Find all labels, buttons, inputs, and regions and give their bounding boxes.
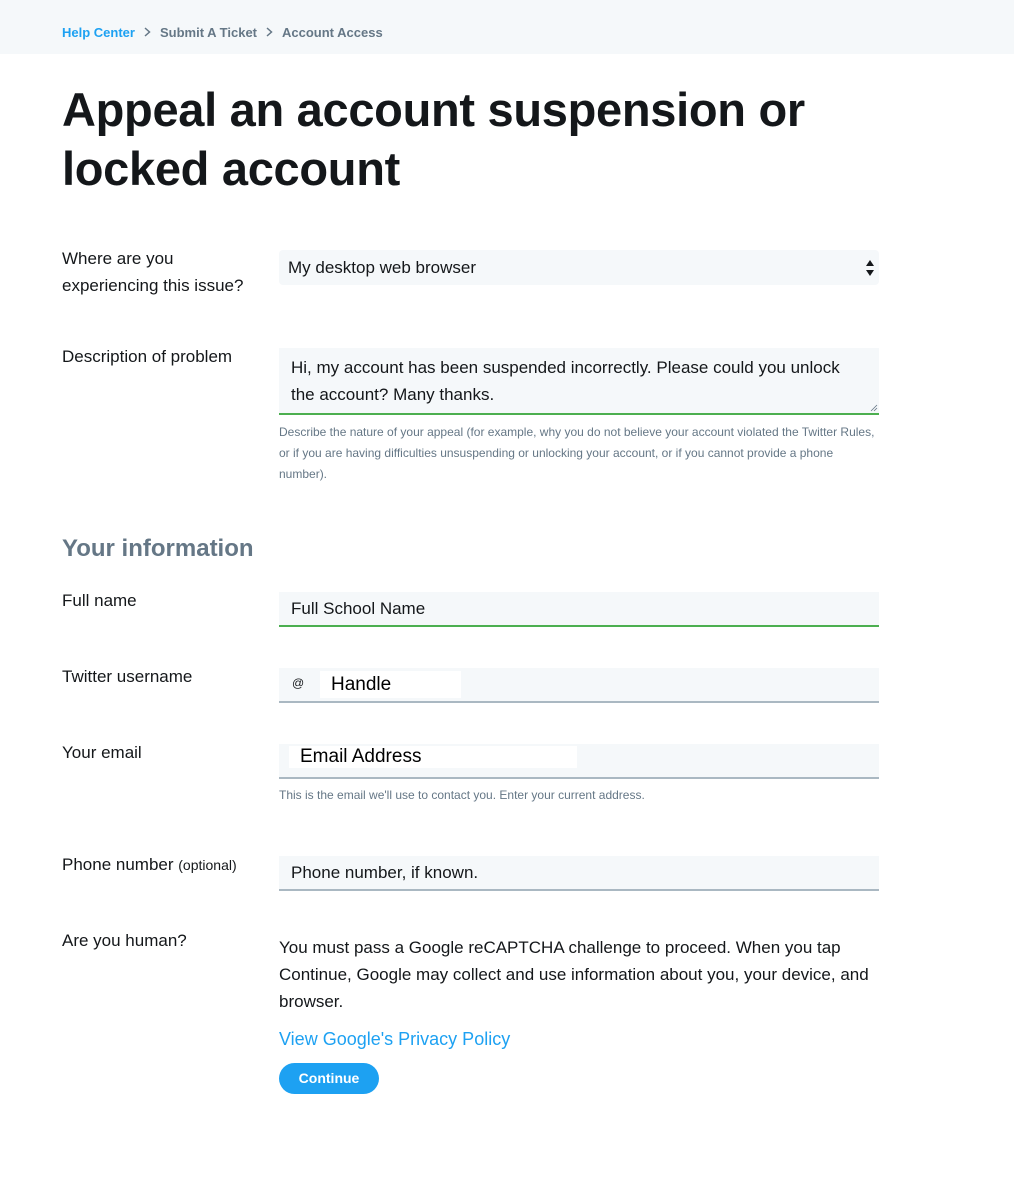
username-label: Twitter username <box>62 667 193 686</box>
platform-select-value: My desktop web browser <box>288 258 477 277</box>
platform-label: Where are you experiencing this issue? <box>62 249 244 295</box>
at-prefix: @ <box>292 676 305 690</box>
email-input[interactable] <box>279 744 879 779</box>
username-value: Handle <box>331 674 392 695</box>
page-title: Appeal an account suspension or locked account <box>62 83 805 195</box>
phone-placeholder: Phone number, if known. <box>291 863 479 882</box>
breadcrumb <box>62 23 383 41</box>
email-value: Email Address <box>300 746 422 767</box>
chevron-right-icon <box>144 27 151 37</box>
continue-button[interactable]: Continue <box>279 1063 379 1094</box>
chevron-right-icon <box>266 27 273 37</box>
phone-label <box>62 851 277 879</box>
full-name-value: Full School Name <box>291 599 426 618</box>
phone-optional: (optional) <box>178 857 237 873</box>
description-label: Description of problem <box>62 347 233 366</box>
description-text: Hi, my account has been suspended incorrectly. Please could you unlock the account? Many thanks. <box>291 358 840 404</box>
full-name-input[interactable] <box>279 592 879 627</box>
description-help: Describe the nature of your appeal (for example, why you do not believe your account violated the Twitter Rules, or if you are having difficulties unsuspending or unlocking your account, or if you cannot provide a phone number). <box>279 425 875 481</box>
platform-select[interactable] <box>279 250 879 285</box>
breadcrumb-account-access: Account Access <box>282 24 383 40</box>
phone-label-text: Phone number <box>62 855 174 874</box>
breadcrumb-submit-ticket[interactable]: Submit A Ticket <box>159 24 258 40</box>
captcha-notice: You must pass a Google reCAPTCHA challenge to proceed. When you tap Continue, Google may collect and use information about you, your device, and browser. <box>279 938 869 1011</box>
updown-arrows-icon <box>865 259 875 277</box>
email-label: Your email <box>62 743 142 762</box>
section-heading-your-information: Your information <box>62 535 254 562</box>
full-name-label: Full name <box>62 591 137 610</box>
username-input[interactable] <box>279 668 879 703</box>
description-textarea[interactable] <box>279 348 879 415</box>
breadcrumb-help-center[interactable]: Help Center <box>62 24 135 40</box>
resize-grip-icon[interactable] <box>870 404 878 412</box>
privacy-policy-link[interactable]: View Google's Privacy Policy <box>279 1029 511 1049</box>
top-bar <box>0 0 1014 54</box>
phone-input[interactable] <box>279 856 879 891</box>
captcha-label: Are you human? <box>62 931 187 950</box>
email-help: This is the email we'll use to contact you. Enter your current address. <box>279 788 645 802</box>
